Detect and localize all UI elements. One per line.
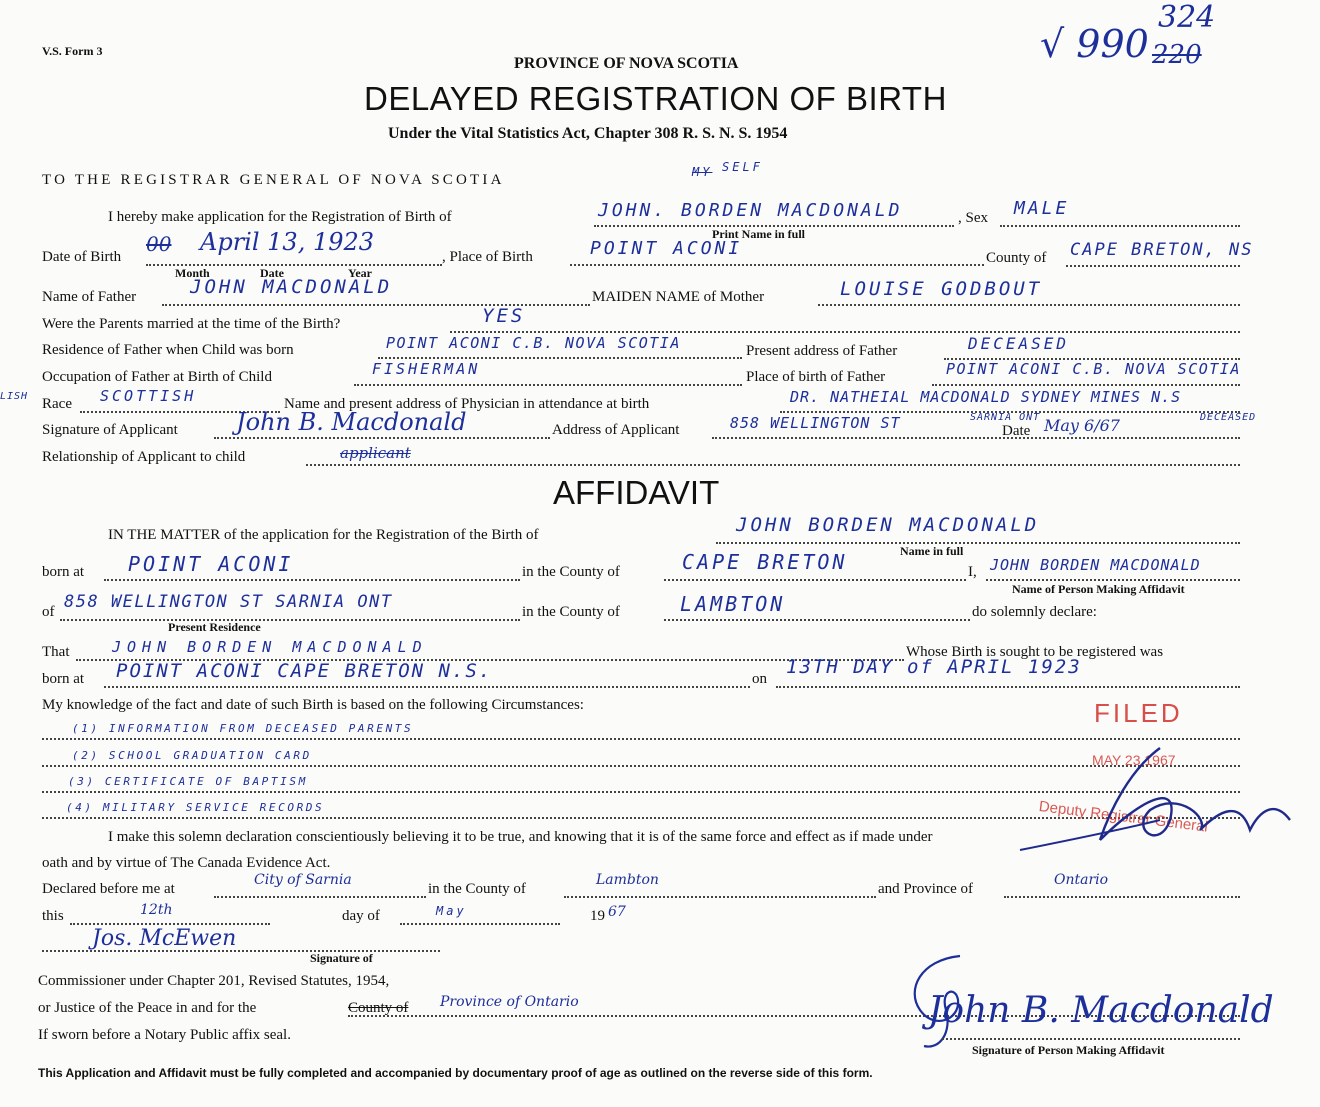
applicant-sig-label: Signature of Applicant [42,422,178,438]
day-value: 12th [140,902,173,918]
province-heading: PROVINCE OF NOVA SCOTIA [514,55,739,72]
i-label: I, [968,564,977,580]
filed-stamp-officer: Deputy Registrar General [1037,798,1209,836]
in-county3-label: in the County of [428,881,526,897]
dob-label: Date of Birth [42,249,122,265]
oath-text: oath and by virtue of The Canada Evidence Act. [42,855,331,871]
county-of-struck: County of [348,1000,409,1016]
sex-value: MALE [1014,198,1070,219]
signature-of-label: Signature of [310,951,373,965]
footer-note: This Application and Affidavit must be fully completed and accompanied by documentary proof of age as outlined on the reverse side of this form. [38,1066,873,1080]
mother-value: LOUISE GODBOUT [840,278,1043,300]
registrar-signature-scribble [1010,740,1310,870]
date-label: Date [260,266,284,280]
county-label: County of [986,250,1047,266]
file-number-struck: 220 [1152,40,1202,70]
in-county-label: in the County of [522,564,620,580]
present-residence-hint: Present Residence [168,620,261,634]
that-value: JOHN BORDEN MACDONALD [112,638,428,656]
relationship-value: applicant [340,444,411,462]
declare-label: do solemnly declare: [972,604,1097,620]
place-label: , Place of Birth [442,249,533,265]
page-subtitle: Under the Vital Statistics Act, Chapter 308 R. S. N. S. 1954 [388,125,788,142]
circumstance-3: (3) CERTIFICATE OF BAPTISM [68,775,308,788]
circumstance-4: (4) MILITARY SERVICE RECORDS [66,801,325,814]
born-at-label: born at [42,564,85,580]
province-value: Ontario [1054,872,1109,888]
physician-value: DR. NATHEIAL MACDONALD SYDNEY MINES N.S [790,388,1182,406]
affiant-value: JOHN BORDEN MACDONALD [990,556,1201,574]
knowledge-label: My knowledge of the fact and date of such Birth is based on the following Circumstances: [42,697,584,713]
mother-label: MAIDEN NAME of Mother [592,289,765,305]
race-label: Race [42,396,72,412]
year-label: Year [348,266,372,280]
res-father-value: POINT ACONI C.B. NOVA SCOTIA [386,334,681,352]
on-value: 13TH DAY of APRIL 1923 [786,656,1082,678]
dob-struck: 00 [146,232,172,256]
in-county2-value: LAMBTON [680,592,786,616]
declared-value: City of Sarnia [254,872,352,888]
month-value: May [436,904,467,918]
app-date-value: May 6/67 [1044,416,1120,435]
province-handwritten: Province of Ontario [440,994,579,1010]
month-label: Month [175,266,210,280]
affiant-signature-label: Signature of Person Making Affidavit [972,1043,1165,1057]
page-title: DELAYED REGISTRATION OF BIRTH [364,80,947,117]
affidavit-title: AFFIDAVIT [553,474,720,511]
circumstance-2: (2) SCHOOL GRADUATION CARD [72,749,312,762]
that-label: That [42,644,70,660]
whose-birth-label: Whose Birth is sought to be registered was [906,644,1164,660]
dob-value: April 13, 1923 [200,228,375,256]
in-county3-value: Lambton [596,872,659,888]
file-number: √ 990 [1040,22,1149,66]
app-date-label: Date [1002,423,1031,439]
present-father-value: DECEASED [968,334,1070,353]
married-label: Were the Parents married at the time of the Birth? [42,316,341,332]
county-value: CAPE BRETON, NS [1070,240,1254,260]
address-value: 858 WELLINGTON ST [730,414,901,432]
filed-stamp: FILED [1094,698,1183,728]
relationship-label: Relationship of Applicant to child [42,449,246,465]
affiant-hint: Name of Person Making Affidavit [1012,582,1185,596]
occupation-label: Occupation of Father at Birth of Child [42,369,272,385]
name-hint: Print Name in full [712,227,805,241]
to-line-handwritten: SELF [722,160,763,174]
day-of-label: day of [342,908,380,924]
occupation-value: FISHERMAN [372,360,481,378]
physician-note: DECEASED [1200,412,1257,423]
place-value: POINT ACONI [590,238,743,259]
affiant-signature: John B. Macdonald [928,990,1274,1031]
sex-label: , Sex [958,210,988,226]
race-margin-note: LISH [0,391,29,402]
present-father-label: Present address of Father [746,343,898,359]
born-at-value: POINT ACONI [128,552,294,576]
pob-father-value: POINT ACONI C.B. NOVA SCOTIA [946,360,1241,378]
father-value: JOHN MACDONALD [190,276,393,298]
to-registrar-line: TO THE REGISTRAR GENERAL OF NOVA SCOTIA [42,172,505,188]
circumstance-1: (1) INFORMATION FROM DECEASED PARENTS [72,722,414,735]
race-value: SCOTTISH [100,387,197,405]
of-label: of [42,604,55,620]
year-prefix: 19 [590,908,605,924]
married-value: YES [482,305,526,327]
matter-value: JOHN BORDEN MACDONALD [736,514,1040,536]
this-label: this [42,908,64,924]
address-label: Address of Applicant [552,422,680,438]
matter-name-hint: Name in full [900,544,964,558]
to-line-struck: MY [692,165,713,179]
commissioner-signature: Jos. McEwen [92,926,237,951]
solemn-declaration: I make this solemn declaration conscientiously believing it to be true, and knowing that it is of the same force and effect as if made under [108,829,933,845]
matter-label: IN THE MATTER of the application for the Registration of the Birth of [108,527,539,543]
notary-line: If sworn before a Notary Public affix seal. [38,1027,291,1043]
file-number-new: 324 [1158,0,1216,35]
address-value-2: SARNIA ONT [970,412,1041,423]
province-label: and Province of [878,881,973,897]
on-label: on [752,671,767,687]
applicant-signature: John B. Macdonald [236,408,467,436]
form-number: V.S. Form 3 [42,44,103,58]
born-at2-label: born at [42,671,85,687]
applicant-name-value: JOHN. BORDEN MACDONALD [598,200,903,221]
physician-label: Name and present address of Physician in attendance at birth [284,396,650,412]
commissioner-line: Commissioner under Chapter 201, Revised Statutes, 1954, [38,973,390,989]
in-county-value: CAPE BRETON [682,550,848,574]
justice-line: or Justice of the Peace in and for the [38,1000,257,1016]
filed-stamp-date: MAY 23 1967 [1092,752,1176,768]
of-value: 858 WELLINGTON ST SARNIA ONT [64,592,393,612]
in-county2-label: in the County of [522,604,620,620]
declared-label: Declared before me at [42,881,175,897]
apply-label: I hereby make application for the Registration of Birth of [108,209,452,225]
pob-father-label: Place of birth of Father [746,369,886,385]
year-value: 67 [608,904,626,920]
born-at2-value: POINT ACONI CAPE BRETON N.S. [116,660,493,682]
res-father-label: Residence of Father when Child was born [42,342,294,358]
father-label: Name of Father [42,289,137,305]
